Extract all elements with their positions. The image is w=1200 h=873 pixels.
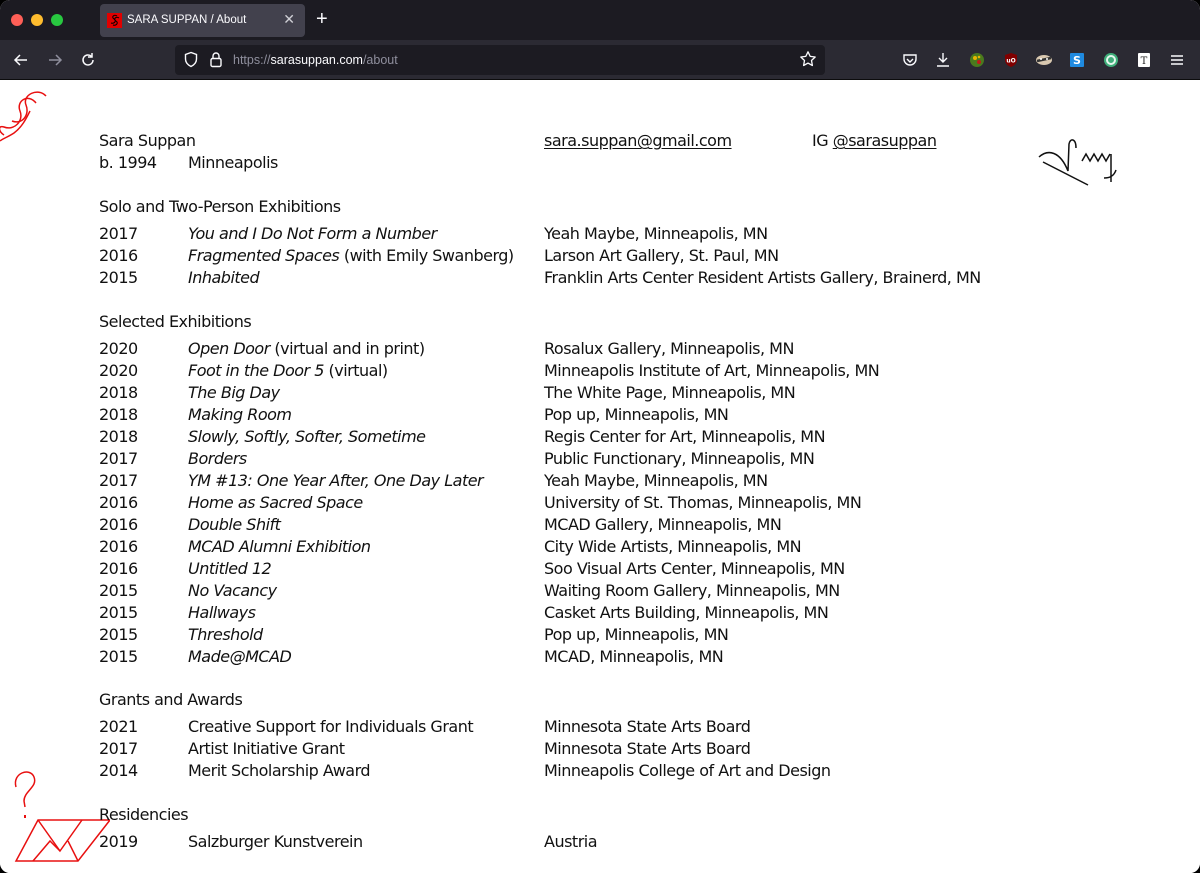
- row-venue: MCAD Gallery, Minneapolis, MN: [544, 515, 782, 534]
- url-scheme: https://: [233, 53, 271, 67]
- row-title: [188, 536, 371, 558]
- row-venue: MCAD, Minneapolis, MN: [544, 647, 724, 666]
- row-title: [188, 716, 473, 738]
- title-text: No Vacancy: [188, 581, 277, 600]
- new-tab-button[interactable]: +: [316, 8, 328, 30]
- row-venue: Waiting Room Gallery, Minneapolis, MN: [544, 581, 840, 600]
- row-year: 2015: [99, 581, 138, 600]
- row-title: [188, 646, 291, 668]
- row-title: [188, 580, 277, 602]
- row-venue: Franklin Arts Center Resident Artists Gallery, Brainerd, MN: [544, 268, 981, 287]
- title-text: Foot in the Door 5: [188, 361, 324, 380]
- title-text: Slowly, Softly, Softer, Sometime: [188, 427, 426, 446]
- row-year: 2016: [99, 246, 138, 265]
- title-text: YM #13: One Year After, One Day Later: [188, 471, 484, 490]
- row-title: [188, 831, 363, 853]
- row-venue: University of St. Thomas, Minneapolis, MN: [544, 493, 862, 512]
- location: Minneapolis: [188, 153, 278, 172]
- extension-s-icon[interactable]: [1067, 50, 1087, 70]
- row-title: [188, 760, 370, 782]
- row-year: 2015: [99, 268, 138, 287]
- title-text: Creative Support for Individuals Grant: [188, 717, 474, 736]
- row-year: 2014: [99, 761, 138, 780]
- title-text: Making Room: [188, 405, 292, 424]
- row-year: 2018: [99, 383, 138, 402]
- menu-hamburger-icon[interactable]: [1167, 50, 1187, 70]
- tab-title: SARA SUPPAN / About: [127, 14, 247, 26]
- nav-bar: [0, 40, 1200, 80]
- row-title: [188, 338, 425, 360]
- row-title: [188, 492, 363, 514]
- title-note: (with Emily Swanberg): [339, 246, 514, 265]
- row-title: [188, 470, 483, 492]
- title-note: (virtual and in print): [269, 339, 425, 358]
- row-title: [188, 738, 345, 760]
- row-title: [188, 602, 255, 624]
- extension-globe-icon[interactable]: [967, 50, 987, 70]
- row-year: 2019: [99, 832, 138, 851]
- page-content: [0, 81, 1200, 873]
- title-text: Fragmented Spaces: [188, 246, 340, 265]
- row-title: [188, 245, 514, 267]
- row-venue: Pop up, Minneapolis, MN: [544, 625, 729, 644]
- instagram: [812, 130, 936, 152]
- title-text: Merit Scholarship Award: [188, 761, 371, 780]
- row-year: 2016: [99, 537, 138, 556]
- row-year: 2020: [99, 361, 138, 380]
- row-venue: Larson Art Gallery, St. Paul, MN: [544, 246, 779, 265]
- row-venue: Minneapolis Institute of Art, Minneapolis, MN: [544, 361, 880, 380]
- title-text: Untitled 12: [188, 559, 272, 578]
- title-text: Threshold: [188, 625, 263, 644]
- logo-swirl-icon[interactable]: [0, 91, 55, 153]
- row-venue: Pop up, Minneapolis, MN: [544, 405, 729, 424]
- tracking-protection-shield-icon[interactable]: [183, 51, 199, 73]
- row-venue: Casket Arts Building, Minneapolis, MN: [544, 603, 829, 622]
- pocket-icon[interactable]: [900, 50, 920, 70]
- row-year: 2015: [99, 625, 138, 644]
- row-year: 2016: [99, 493, 138, 512]
- close-window-button[interactable]: [11, 14, 23, 26]
- reload-icon: [80, 52, 96, 68]
- downloads-icon[interactable]: [933, 50, 953, 70]
- section-heading: Solo and Two-Person Exhibitions: [99, 197, 341, 216]
- row-year: 2017: [99, 449, 138, 468]
- instagram-link[interactable]: @sarasuppan: [832, 131, 937, 150]
- row-title: [188, 404, 291, 426]
- row-venue: Yeah Maybe, Minneapolis, MN: [544, 471, 768, 490]
- hand-pointer-icon: [1036, 136, 1121, 201]
- title-text: Borders: [188, 449, 247, 468]
- title-text: The Big Day: [188, 383, 280, 402]
- privacy-badger-icon[interactable]: [1034, 50, 1054, 70]
- row-title: [188, 382, 280, 404]
- row-title: [188, 360, 388, 382]
- section-heading: Selected Exhibitions: [99, 312, 252, 331]
- row-title: [188, 426, 426, 448]
- row-venue: City Wide Artists, Minneapolis, MN: [544, 537, 802, 556]
- row-title: [188, 448, 247, 470]
- reload-button[interactable]: [78, 50, 98, 70]
- row-title: [188, 514, 280, 536]
- extension-t-icon[interactable]: [1134, 50, 1154, 70]
- title-text: Open Door: [188, 339, 270, 358]
- ig-label: IG: [812, 131, 829, 150]
- row-venue: Public Functionary, Minneapolis, MN: [544, 449, 815, 468]
- row-year: 2018: [99, 405, 138, 424]
- row-year: 2017: [99, 224, 138, 243]
- row-year: 2017: [99, 471, 138, 490]
- section-heading: Residencies: [99, 805, 189, 824]
- url-path: /about: [362, 53, 398, 67]
- extension-circle-icon[interactable]: [1101, 50, 1121, 70]
- row-year: 2018: [99, 427, 138, 446]
- row-year: 2020: [99, 339, 138, 358]
- title-text: Inhabited: [188, 268, 260, 287]
- title-text: Salzburger Kunstverein: [188, 832, 363, 851]
- title-text: Hallways: [188, 603, 256, 622]
- artist-name: Sara Suppan: [99, 131, 196, 150]
- row-venue: Minneapolis College of Art and Design: [544, 761, 831, 780]
- section-heading: Grants and Awards: [99, 690, 243, 709]
- row-venue: Soo Visual Arts Center, Minneapolis, MN: [544, 559, 845, 578]
- back-arrow-icon: [13, 52, 29, 68]
- row-title: [188, 223, 437, 245]
- row-year: 2015: [99, 603, 138, 622]
- contact-envelope-icon[interactable]: [10, 769, 110, 863]
- forward-button[interactable]: [45, 50, 65, 70]
- row-venue: Austria: [544, 832, 598, 851]
- title-note: (virtual): [323, 361, 388, 380]
- maximize-window-button[interactable]: [51, 14, 63, 26]
- ublock-origin-icon[interactable]: [1001, 50, 1021, 70]
- bookmark-star-icon[interactable]: [799, 50, 817, 73]
- title-text: Home as Sacred Space: [188, 493, 363, 512]
- svg-text:S: S: [1073, 54, 1081, 67]
- birth-year: b. 1994: [99, 153, 157, 172]
- back-button[interactable]: [11, 50, 31, 70]
- title-text: Made@MCAD: [188, 647, 292, 666]
- title-text: MCAD Alumni Exhibition: [188, 537, 371, 556]
- tab-about[interactable]: [100, 4, 305, 37]
- tab-bar: [0, 0, 1200, 40]
- row-venue: Rosalux Gallery, Minneapolis, MN: [544, 339, 794, 358]
- row-title: [188, 558, 271, 580]
- row-venue: Regis Center for Art, Minneapolis, MN: [544, 427, 826, 446]
- row-year: 2017: [99, 739, 138, 758]
- email-link[interactable]: sara.suppan@gmail.com: [544, 131, 732, 150]
- forward-arrow-icon: [47, 52, 63, 68]
- title-text: You and I Do Not Form a Number: [188, 224, 437, 243]
- row-title: [188, 624, 263, 646]
- title-text: Double Shift: [188, 515, 281, 534]
- url-host: sarasuppan.com: [270, 53, 363, 67]
- row-year: 2015: [99, 647, 138, 666]
- row-year: 2016: [99, 559, 138, 578]
- address-bar[interactable]: [175, 45, 825, 75]
- lock-icon[interactable]: [209, 51, 223, 73]
- tab-close-icon[interactable]: ✕: [283, 11, 295, 27]
- row-venue: Minnesota State Arts Board: [544, 717, 751, 736]
- minimize-window-button[interactable]: [31, 14, 43, 26]
- row-venue: The White Page, Minneapolis, MN: [544, 383, 796, 402]
- row-venue: Yeah Maybe, Minneapolis, MN: [544, 224, 768, 243]
- row-year: 2016: [99, 515, 138, 534]
- title-text: Artist Initiative Grant: [188, 739, 345, 758]
- svg-text:uO: uO: [1006, 57, 1016, 65]
- row-year: 2021: [99, 717, 138, 736]
- site-favicon-icon: [107, 13, 122, 28]
- row-venue: Minnesota State Arts Board: [544, 739, 751, 758]
- row-title: [188, 267, 259, 289]
- svg-text:T: T: [1140, 56, 1148, 67]
- url-text[interactable]: [233, 53, 398, 67]
